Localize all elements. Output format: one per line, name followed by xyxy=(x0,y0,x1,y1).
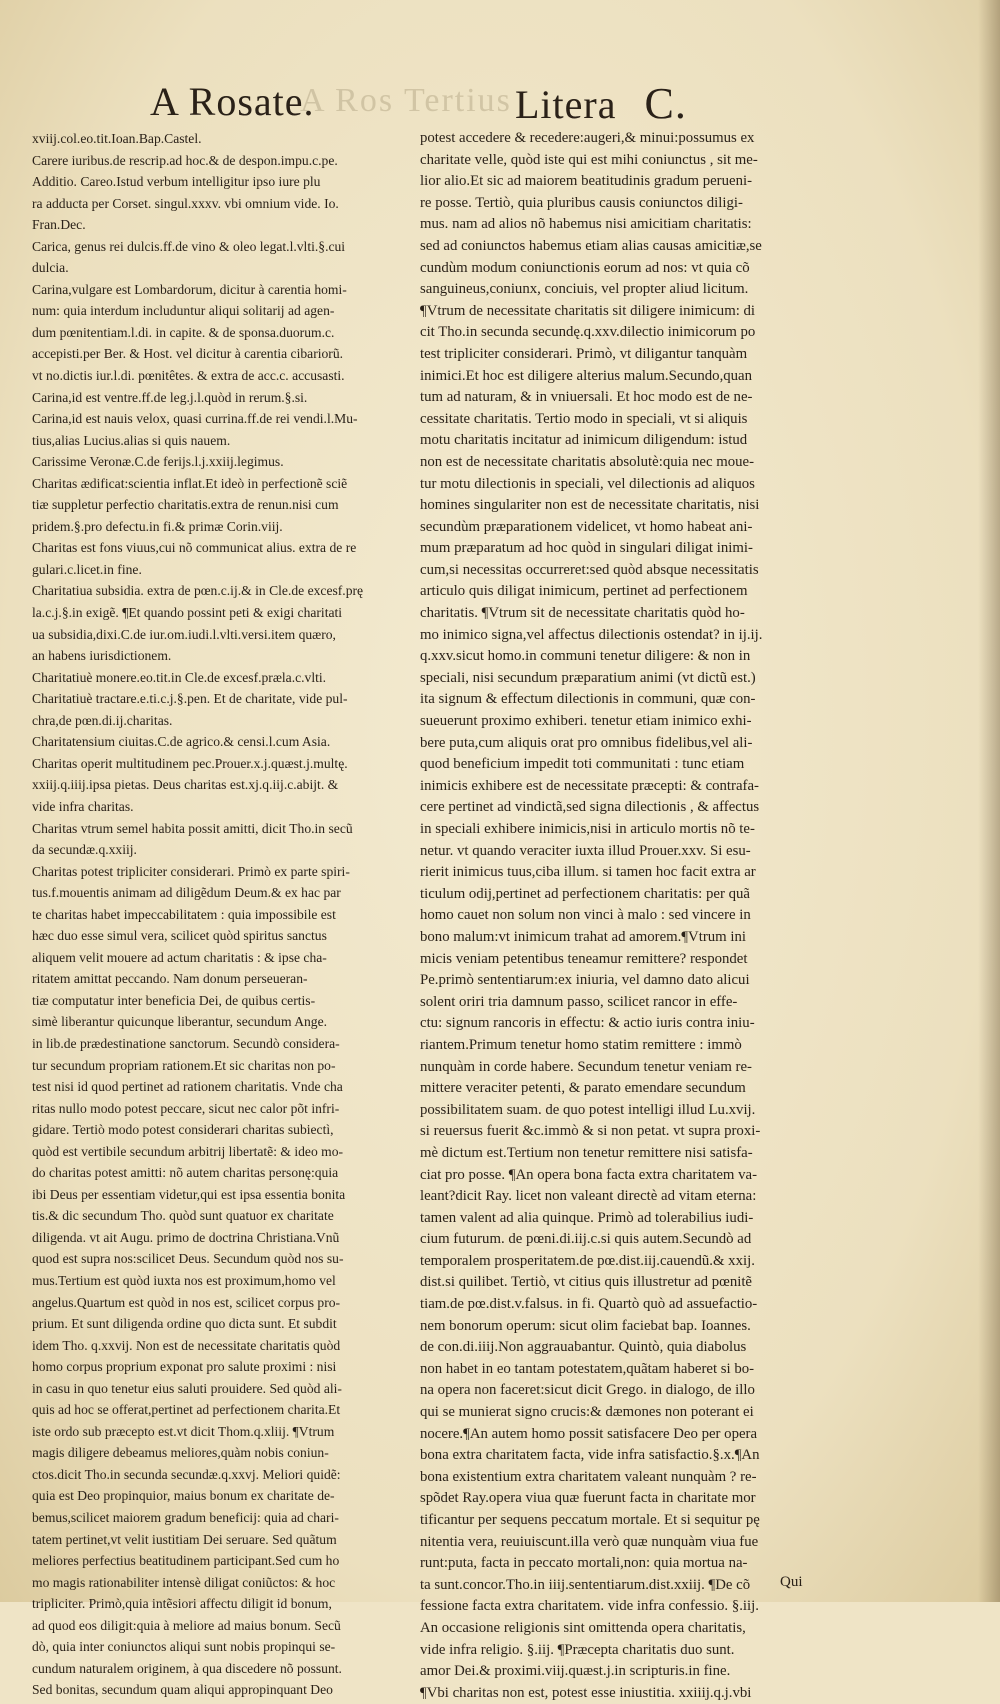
text-line: charitate velle, quòd iste qui est mihi coniunctus , sit me- xyxy=(420,151,758,168)
text-line: gidare. Tertiò modo potest considerari charitas subiectì, xyxy=(32,1122,334,1138)
text-line: mè dictum est.Tertium non tenetur remittere nisi satisfa- xyxy=(420,1144,753,1161)
text-line: ritas nullo modo potest peccare, sicut nec calor põt infri- xyxy=(32,1100,340,1116)
text-line: quis ad hoc se offerat,pertinet ad perfectionem charita.Et xyxy=(32,1402,341,1418)
text-line: vide infra charitas. xyxy=(32,798,134,814)
text-line: pridem.§.pro defectu.in fi.& primæ Corin.viij. xyxy=(32,518,283,534)
text-line: dò, quia inter coniunctos aliqui sunt nobis propinqui se- xyxy=(32,1639,336,1655)
text-line: de con.di.iiij.Non aggrauabantur. Quintò, quia diabolus xyxy=(420,1339,747,1356)
text-line: tamen valent ad alia quinque. Primò ad tolerabilius iudi- xyxy=(420,1209,754,1226)
text-line: temporalem prosperitatem.de pœ.dist.iij.cauendũ.& xxij. xyxy=(420,1252,755,1269)
text-line: la.c.j.§.in exigẽ. ¶Et quando possint peti & exigi charitati xyxy=(32,605,343,621)
text-line: mo inimico signa,vel affectus dilectionis ostendat? in ij.ij. xyxy=(420,626,763,643)
text-line: magis diligere debeamus meliores,quàm nobis coniun- xyxy=(32,1445,329,1461)
text-line: accepisti.per Ber. & Host. vel dicitur à carentia cibariorũ. xyxy=(32,346,344,362)
text-line: tur secundum propriam rationem.Et sic charitas non po- xyxy=(32,1057,336,1073)
text-line: chra,de pœn.di.ij.charitas. xyxy=(32,712,173,728)
text-line: speciali, nisi secundum præparatium animi (vt dictũ est.) xyxy=(420,669,756,686)
text-line: solent oriri tria damnum passo, scilicet rancor in effe- xyxy=(420,993,738,1010)
text-line: secundùm præparationem videlicet, vt homo habeat ani- xyxy=(420,518,753,535)
text-line: da secundæ.q.xxiij. xyxy=(32,842,137,858)
text-line: amor Dei.& proximi.viij.quæst.j.in scripturis.in fine. xyxy=(420,1663,731,1680)
text-line: simè liberantur quicunque liberantur, secundum Ange. xyxy=(32,1014,328,1030)
text-line: potest accedere & recedere:augeri,& minui:possumus ex xyxy=(420,130,755,146)
text-line: cundum naturalem originem, à qua discedere nõ possunt. xyxy=(32,1660,342,1676)
text-line: cium futurum. de pœni.di.iij.c.si quis autem.Secundò ad xyxy=(420,1231,752,1248)
text-line: articulo quis diligat inimicum, pertinet ad perfectionem xyxy=(420,583,748,600)
text-line: Charitas potest tripliciter considerari. Primò ex parte spiri- xyxy=(32,863,350,879)
text-line: ticulum odij,pertinet ad perfectionem charitatis: per quã xyxy=(420,885,750,902)
text-line: tripliciter. Primò,quia intẽsiori affectu diligit id bonum, xyxy=(32,1596,332,1612)
text-line: non habet in eo tantam potestatem,quãtam haberet si bo- xyxy=(420,1360,755,1377)
text-line: test nisi id quod pertinet ad rationem charitatis. Vnde cha xyxy=(32,1079,343,1095)
text-line: ita signum & effectum dilectionis in communi, quæ con- xyxy=(420,691,756,708)
text-line: Charitas ædificat:scientia inflat.Et ideò in perfectionẽ sciẽ xyxy=(32,475,348,491)
text-line: Carissime Veronæ.C.de ferijs.l.j.xxiij.legimus. xyxy=(32,454,284,470)
text-line: ¶Vbi charitas non est, potest esse iniustitia. xxiiij.q.j.vbi xyxy=(420,1684,752,1701)
text-line: tus.f.mouentis animam ad diligẽdum Deum.& ex hac par xyxy=(32,885,341,901)
text-line: tiæ suppletur perfectio charitatis.extra de renun.nisi cum xyxy=(32,497,339,513)
text-line: An occasione religionis sint omittenda opera charitatis, xyxy=(420,1619,746,1636)
text-line: inimici.Et hoc est diligere alterius malum.Secundo,quan xyxy=(420,367,753,384)
text-line: fessione facta extra charitatem. vide infra confessio. §.iij. xyxy=(420,1598,759,1615)
text-line: tis.& dic secundum Tho. quòd sunt quatuor ex charitate xyxy=(32,1208,334,1224)
text-line: ritatem amittat peccando. Nam donum perseueran- xyxy=(32,971,308,987)
text-line: mum præparatum ad hoc quòd in singulari diligat inimi- xyxy=(420,540,753,557)
text-line: homo corpus proprium exponat pro salute proximi : nisi xyxy=(32,1359,337,1375)
text-line: ctos.dicit Tho.in secunda secundæ.q.xxvj. Meliori quidẽ: xyxy=(32,1466,341,1482)
text-line: inimicis exhibere est de necessitate præcepti: & contrafa- xyxy=(420,777,759,794)
text-line: charitatis. ¶Vtrum sit de necessitate charitatis quòd ho- xyxy=(420,605,745,622)
show-through-text: A Ros Tertius xyxy=(300,82,512,119)
text-line: Carina,id est ventre.ff.de leg.j.l.quòd in rerum.§.si. xyxy=(32,389,308,405)
text-line: leant?dicit Ray. licet non valeant directè ad vitam eterna: xyxy=(420,1188,757,1205)
text-line: aliquem velit mouere ad actum charitatis : & ipse cha- xyxy=(32,949,327,965)
text-line: nocere.¶An autem homo possit satisfacere Deo per opera xyxy=(420,1425,758,1442)
text-line: iste ordo sub præcepto est.vt dicit Thom.q.xliij. ¶Vtrum xyxy=(32,1423,335,1439)
running-head-right xyxy=(515,78,687,129)
text-line: tiæ computatur inter beneficia Dei, de quibus certis- xyxy=(32,992,316,1008)
text-line: mittere veraciter petenti, & parato emendare secundum xyxy=(420,1080,746,1097)
text-line: Charitas vtrum semel habita possit amitti, dicit Tho.in secũ xyxy=(32,820,353,836)
text-line: Charitas est fons viuus,cui nõ communicat alius. extra de re xyxy=(32,540,357,556)
text-line: cessitate charitatis. Tertio modo in speciali, vt si aliquis xyxy=(420,410,748,427)
text-line: Carina,vulgare est Lombardorum, dicitur à carentia homi- xyxy=(32,281,347,297)
text-line: dum pœnitentiam.l.di. in capite. & de sponsa.duorum.c. xyxy=(32,324,335,340)
text-line: vt no.dictis iur.l.di. pœnitêtes. & extra de acc.c. accusasti. xyxy=(32,368,345,384)
text-line: homines singulariter non est de necessitate charitatis, nisi xyxy=(420,497,760,514)
text-line: te charitas habet impeccabilitatem : quia impossibile est xyxy=(32,906,336,922)
text-line: ad quod eos diligit:quia à meliore ad maius bonum. Secũ xyxy=(32,1617,341,1633)
text-line: tur motu dilectionis in speciali, vel dilectionis ad aliquos xyxy=(420,475,755,492)
text-line: na opera non faceret:sicut dicit Grego. in dialogo, de illo xyxy=(420,1382,755,1399)
text-line: meliores perfectius beatitudinem participant.Sed cum ho xyxy=(32,1553,340,1569)
text-line: nem bonorum operum: sicut olim faciebat bap. Ioannes. xyxy=(420,1317,751,1334)
text-line: tiam.de pœ.dist.v.falsus. in fi. Quartò quò ad assuefactio- xyxy=(420,1296,758,1313)
text-line: netur. vt quando veraciter iuxta illud Prouer.xxv. Si esu- xyxy=(420,842,751,859)
text-line: tatem pertinet,vt velit iustitiam Dei seruare. Sed quãtum xyxy=(32,1531,337,1547)
text-line: ua subsidia,dixi.C.de iur.om.iudi.l.vlti.versi.item quæro, xyxy=(32,626,336,642)
text-line: mus.Tertium est quòd iuxta nos est proximum,homo vel xyxy=(32,1272,336,1288)
text-line: lior alio.Et sic ad maiorem beatitudinis gradum perueni- xyxy=(420,173,753,190)
text-line: Carere iuribus.de rescrip.ad hoc.& de despon.impu.c.pe. xyxy=(32,152,338,168)
text-line: quod beneficium impedit toti communitati : tunc etiam xyxy=(420,756,745,773)
text-line: Carina,id est nauis velox, quasi currina.ff.de rei vendi.l.Mu- xyxy=(32,411,358,427)
text-line: ra adducta per Corset. singul.xxxv. vbi omnium vide. Io. xyxy=(32,195,339,211)
text-line: mus. nam ad alios nõ habemus nisi amicitiam charitatis: xyxy=(420,216,752,233)
text-line: do charitas potest amitti: nõ autem charitas personę:quia xyxy=(32,1165,339,1181)
text-line: homo cauet non solum non vinci à malo : sed vincere in xyxy=(420,907,751,924)
text-line: Charitatiua subsidia. extra de pœn.c.ij.& in Cle.de excesf.prę xyxy=(32,583,364,599)
text-line: Charitas operit multitudinem pec.Prouer.x.j.quæst.j.multę. xyxy=(32,755,348,771)
text-line: tius,alias Lucius.alias si quis nauem. xyxy=(32,432,231,448)
text-line: runt:puta, facta in peccato mortali,non: quia mortua na- xyxy=(420,1555,748,1572)
text-line: ciat pro posse. ¶An opera bona facta extra charitatem va- xyxy=(420,1166,758,1183)
text-line: in lib.de prædestinatione sanctorum. Secundò considera- xyxy=(32,1035,340,1051)
text-line: Pe.primò sententiarum:ex iniuria, vel damno dato alicui xyxy=(420,972,750,989)
text-line: mo magis rationabiliter intensè diligat coniũctos: & hoc xyxy=(32,1574,336,1590)
text-line: sanguineus,coniunx, conciuis, vel propter aliud licitum. xyxy=(420,281,749,298)
text-line: hæc duo esse simul vera, scilicet quòd spiritus sanctus xyxy=(32,928,327,944)
text-line: Charitatiuè tractare.e.ti.c.j.§.pen. Et de charitate, vide pul- xyxy=(32,691,348,707)
text-line: bemus,scilicet maiorem gradum beneficij: quia ad chari- xyxy=(32,1510,339,1525)
section-letter: C. xyxy=(644,79,687,128)
text-line: Sed bonitas, secundum quam aliqui appropinquant Deo xyxy=(32,1682,333,1698)
text-line: Charitatiuè monere.eo.tit.in Cle.de excesf.præla.c.vlti. xyxy=(32,669,327,685)
text-line: micis veniam petentibus teneamur remittere? respondet xyxy=(420,950,748,967)
text-line: bona extra charitatem facta, vide infra satisfactio.§.x.¶An xyxy=(420,1447,760,1464)
text-line: gulari.c.licet.in fine. xyxy=(32,561,142,577)
text-line: nunquàm in corde habere. Secundum tenetur veniam re- xyxy=(420,1058,752,1075)
text-line: dulcia. xyxy=(32,260,69,276)
text-line: Additio. Careo.Istud verbum intelligitur ipso iure plu xyxy=(32,174,321,190)
text-line: quod est supra nos:scilicet Deus. Secundum quòd nos su- xyxy=(32,1251,344,1267)
text-line: tificantur per sequens peccatum mortale. Et si sequitur pę xyxy=(420,1512,760,1528)
text-line: motu charitatis incitatur ad inimicum diligendum: istud xyxy=(420,432,748,449)
text-line: in speciali exhibere inimicis,nisi in articulo mortis nõ te- xyxy=(420,821,755,837)
text-line: test tripliciter considerari. Primò, vt diligantur tanquàm xyxy=(420,345,748,362)
text-line: bono malum:vt inimicum trahat ad amorem.¶Vtrum ini xyxy=(420,928,747,945)
text-line: bona existentium extra charitatem valeant nunquàm ? re- xyxy=(420,1468,757,1485)
text-line: riantem.Primum tenetur homo statim remittere : immò xyxy=(420,1036,742,1053)
text-line: Fran.Dec. xyxy=(32,217,86,233)
text-line: cere pertinet ad vindictã,sed signa dilectionis , & affectus xyxy=(420,799,760,816)
text-line: re posse. Tertiò, quia pluribus causis coniunctos diligi- xyxy=(420,194,743,211)
text-line: xxiij.q.iiij.ipsa pietas. Deus charitas est.xj.q.iij.c.abijt. & xyxy=(32,777,339,793)
text-line: ibi Deus per essentiam videtur,qui est ipsa essentia bonita xyxy=(32,1186,346,1202)
text-line: idem Tho. q.xxvij. Non est de necessitate charitatis quòd xyxy=(32,1337,341,1353)
right-text-column xyxy=(420,128,940,1704)
page-edge-shadow xyxy=(978,0,1000,1602)
text-line: cum,si necessitas occurreret:sed quòd absque necessitatis xyxy=(420,561,759,578)
text-line: q.xxv.sicut homo.in communi tenetur diligere: & non in xyxy=(420,648,751,665)
text-line: cundùm modum coniunctionis eorum ad nos: vt quia cõ xyxy=(420,259,750,276)
catchword: Qui xyxy=(780,1574,803,1590)
text-line: cit Tho.in secunda secundę.q.xxv.dilectio inimicorum po xyxy=(420,324,756,341)
text-line: ctu: signum rancoris in effectu: & actio iuris contra iniu- xyxy=(420,1015,755,1032)
text-line: ¶Vtrum de necessitate charitatis sit diligere inimicum: di xyxy=(420,302,756,319)
text-line: non est de necessitate charitatis absolutè:quia nec moue- xyxy=(420,453,755,470)
text-line: xviij.col.eo.tit.Ioan.Bap.Castel. xyxy=(32,131,202,146)
left-text-column xyxy=(32,128,407,1701)
text-line: possibilitatem suam. de quo potest intelligi illud Lu.xvij. xyxy=(420,1101,756,1118)
text-line: ta sunt.concor.Tho.in iiij.sententiarum.dist.xxiij. ¶De cõ xyxy=(420,1576,751,1593)
text-line: Carica, genus rei dulcis.ff.de vino & oleo legat.l.vlti.§.cui xyxy=(32,238,346,254)
text-line: vide infra religio. §.iij. ¶Præcepta charitatis duo sunt. xyxy=(420,1641,735,1658)
running-head-word: Litera xyxy=(515,82,617,127)
text-line: sueuerunt proximo exhiberi. tenetur etiam inimico exhi- xyxy=(420,713,752,730)
text-line: nitentia vera, reuiuiscunt.illa verò quæ nunquàm viua fue xyxy=(420,1533,759,1550)
text-line: an habens iurisdictionem. xyxy=(32,648,172,664)
text-line: dist.si quilibet. Tertiò, vt citius quis illustretur ad pœnitẽ xyxy=(420,1274,753,1291)
text-line: quia est Deo propinquior, maius bonum ex charitate de- xyxy=(32,1488,335,1504)
text-line: Charitatensium ciuitas.C.de agrico.& censi.l.cum Asia. xyxy=(32,734,331,750)
text-line: diligenda. vt ait Augu. primo de doctrina Christiana.Vnũ xyxy=(32,1229,340,1245)
text-line: sed ad coniunctos habemus etiam alias causas amicitiæ,se xyxy=(420,237,762,254)
text-line: in casu in quo tenetur eius saluti prouidere. Sed quòd ali- xyxy=(32,1380,342,1396)
text-line: num: quia interdum includuntur aliqui solitarij ad agen- xyxy=(32,303,335,319)
text-line: tum ad naturam, & in vniuersali. Et hoc modo est de ne- xyxy=(420,389,753,406)
running-head-left: A Rosate. xyxy=(150,79,315,124)
text-line: qui se munierat signo crucis:& dæmones non poterant ei xyxy=(420,1404,754,1421)
text-line: spõdet Ray.opera viua quæ fuerunt facta in charitate mor xyxy=(420,1490,756,1507)
text-line: si reuersus fuerit &c.immò & si non petat. vt supra proxi- xyxy=(420,1123,761,1140)
text-line: quòd est vertibile secundum arbitrij libertatẽ: & ideo mo- xyxy=(32,1143,344,1159)
text-line: prium. Et sunt diligenda ordine quo dicta sunt. Et subdit xyxy=(32,1316,337,1332)
text-line: rierit inimicus tuus,ciba illum. si tamen hoc facit extra ar xyxy=(420,864,756,881)
text-line: angelus.Quartum est quòd in nos est, scilicet corpus pro- xyxy=(32,1294,341,1310)
text-line: bere puta,cum aliquis orat pro omnibus fidelibus,vel ali- xyxy=(420,734,753,751)
